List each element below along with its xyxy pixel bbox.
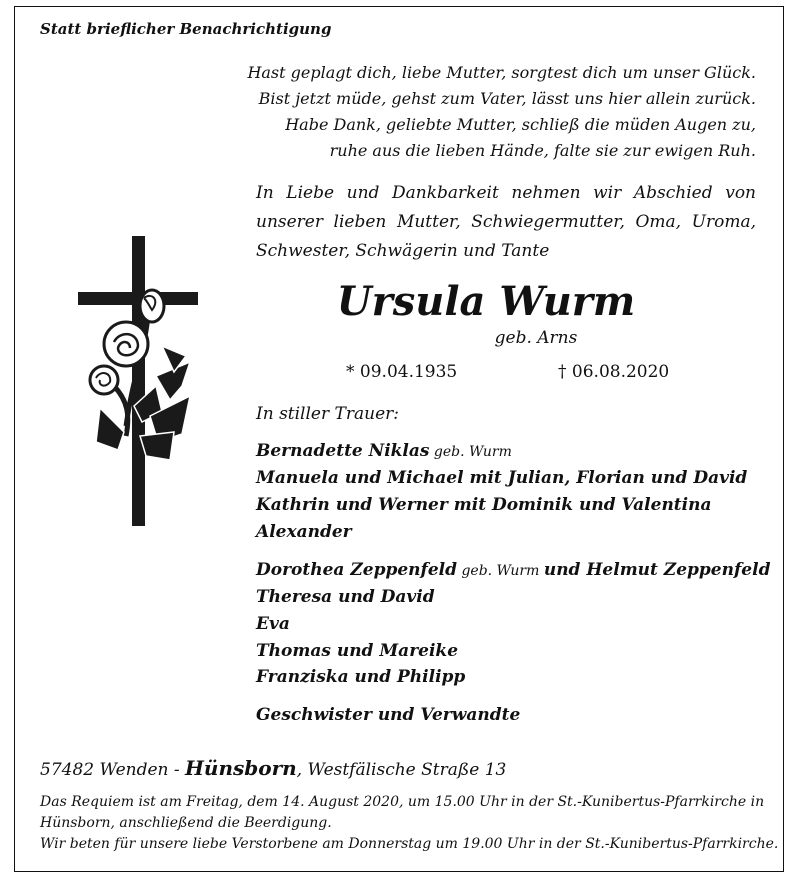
address-place: Hünsborn <box>185 756 297 780</box>
mourning-label: In stiller Trauer: <box>256 404 399 424</box>
mourner-line: Geschwister und Verwandte <box>256 705 521 725</box>
address <box>40 756 506 780</box>
address-street: , Westfälische Straße 13 <box>296 760 507 780</box>
address-prefix: 57482 Wenden - <box>40 760 186 780</box>
deceased-name: Ursula Wurm <box>336 278 636 325</box>
birth-date: * 09.04.1935 <box>346 362 458 382</box>
mourner-line: Eva <box>256 614 290 634</box>
service-info <box>40 792 779 855</box>
mourner-line: Alexander <box>256 522 352 542</box>
maiden-name: geb. Arns <box>494 328 578 348</box>
mourner-nee: geb. Wurm <box>457 563 544 579</box>
service-line: Wir beten für unsere liebe Verstorbene am Donnerstag um 19.00 Uhr in der St.-Kunibertus-Pfarrkirche. <box>40 836 779 852</box>
mourner-line: Theresa und David <box>256 587 435 607</box>
poem <box>236 60 756 164</box>
mourner-line <box>256 557 770 584</box>
mourner-line: Thomas und Mareike <box>256 641 459 661</box>
mourner-line: Kathrin und Werner mit Dominik und Valentina <box>256 495 712 515</box>
mourner-name: Bernadette Niklas <box>256 441 430 461</box>
mourner-line: Manuela und Michael mit Julian, Florian und David <box>256 468 748 488</box>
mourner-nee: geb. Wurm <box>429 444 512 460</box>
mourner-line: Franziska und Philipp <box>256 667 466 687</box>
poem-line: Bist jetzt müde, gehst zum Vater, lässt uns hier allein zurück. <box>258 89 756 108</box>
mourner-name: und Helmut Zeppenfeld <box>543 560 771 580</box>
notice-header: Statt brieflicher Benachrichtigung <box>40 20 332 38</box>
intro-text: In Liebe und Dankbarkeit nehmen wir Abschied von unserer lieben Mutter, Schwiegermutter, Oma, Uroma, Schwester, Schwägerin und Tante <box>256 183 756 261</box>
service-line: Das Requiem ist am Freitag, dem 14. August 2020, um 15.00 Uhr in der St.-Kunibertus-Pfarrkirche in <box>40 794 765 810</box>
poem-line: Hast geplagt dich, liebe Mutter, sorgtest dich um unser Glück. <box>247 63 756 82</box>
poem-line: ruhe aus die lieben Hände, falte sie zur ewigen Ruh. <box>329 141 756 160</box>
cross-with-roses-icon <box>78 236 198 526</box>
mourner-line <box>256 438 512 465</box>
death-date: † 06.08.2020 <box>558 362 670 382</box>
service-line: Hünsborn, anschließend die Beerdigung. <box>40 815 332 831</box>
poem-line: Habe Dank, geliebte Mutter, schließ die müden Augen zu, <box>285 115 756 134</box>
mourner-name: Dorothea Zeppenfeld <box>256 560 457 580</box>
